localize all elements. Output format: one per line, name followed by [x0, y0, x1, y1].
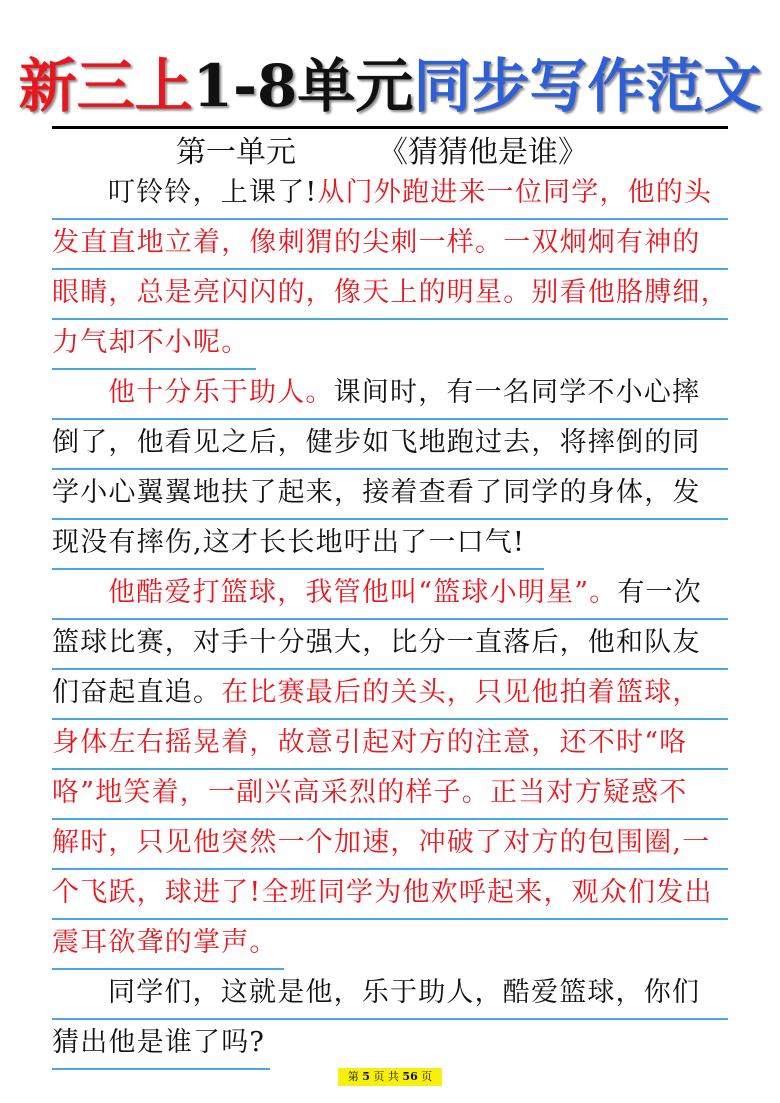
- text-segment: 发直直地立着，像刺猬的尖刺一样。一双炯炯有神的: [52, 227, 701, 258]
- essay-line-14: [52, 820, 728, 870]
- essay-line-9: [52, 570, 728, 620]
- essay-line-7: [52, 470, 728, 520]
- unit-label: 第一单元: [176, 135, 296, 170]
- text-segment: 个飞跃，球进了!全班同学为他欢呼起来，观众们发出: [52, 877, 713, 908]
- text-segment: 从门外跑进来一位同学，他的头: [317, 177, 713, 208]
- essay-line-5: [52, 370, 728, 420]
- text-segment: 眼睛，总是亮闪闪的，像天上的明星。别看他胳膊细，: [52, 277, 729, 308]
- text-segment: 猜出他是谁了吗?: [52, 1027, 266, 1058]
- page-title: [0, 48, 780, 124]
- footer-prefix: 第: [347, 1070, 359, 1083]
- essay-line-8: [52, 520, 544, 570]
- essay-line-13: [52, 770, 728, 820]
- essay-title: 《猜猜他是谁》: [378, 135, 588, 170]
- title-part-3: 同步写作范文: [413, 52, 762, 120]
- essay-line-16: [52, 920, 284, 970]
- footer-suffix: 页: [421, 1070, 433, 1083]
- text-segment: 学小心翼翼地扶了起来，接着查看了同学的身体，发: [52, 477, 701, 508]
- page-number: [338, 1068, 442, 1086]
- text-segment: 身体左右摇晃着，故意引起对方的注意，还不时“咯: [52, 727, 688, 758]
- essay-line-1: [52, 170, 728, 220]
- text-segment: 篮球比赛，对手十分强大，比分一直落后，他和队友: [52, 627, 701, 658]
- essay-line-4: [52, 320, 256, 370]
- text-segment: 震耳欲聋的掌声。: [52, 927, 278, 958]
- text-segment: 们奋起直追。: [52, 677, 222, 708]
- text-segment: 有一次: [617, 577, 703, 608]
- essay-line-2: [52, 220, 728, 270]
- essay-line-6: [52, 420, 728, 470]
- essay-line-3: [52, 270, 728, 320]
- essay-line-15: [52, 870, 728, 920]
- text-segment: 咯”地笑着，一副兴高采烈的样子。正当对方疑惑不: [52, 777, 688, 808]
- text-segment: 力气却不小呢。: [52, 327, 250, 358]
- text-segment: 现没有摔伤,这才长长地吁出了一口气!: [52, 527, 526, 558]
- total-pages: 56: [402, 1070, 418, 1083]
- text-segment: 他酷爱打篮球，我管他叫“篮球小明星”。: [108, 577, 618, 608]
- title-underline: [52, 126, 728, 129]
- current-page: 5: [362, 1070, 370, 1083]
- essay-line-17: [52, 970, 728, 1020]
- essay-line-12: [52, 720, 728, 770]
- footer-middle: 页 共: [373, 1070, 399, 1083]
- text-segment: 倒了，他看见之后，健步如飞地跑过去，将摔倒的同: [52, 427, 701, 458]
- text-segment: 同学们，这就是他，乐于助人，酷爱篮球，你们: [108, 977, 701, 1008]
- essay-line-10: [52, 620, 728, 670]
- essay-line-18: [52, 1020, 270, 1070]
- text-segment: 叮铃铃，上课了!: [108, 177, 318, 208]
- text-segment: 解时，只见他突然一个加速，冲破了对方的包围圈,一: [52, 827, 711, 858]
- title-part-2: 1-8单元: [192, 52, 414, 120]
- text-segment: 在比赛最后的关头，只见他拍着篮球，: [221, 677, 701, 708]
- text-segment: 他十分乐于助人。: [108, 377, 334, 408]
- essay-line-11: [52, 670, 728, 720]
- text-segment: 课间时，有一名同学不小心摔: [333, 377, 701, 408]
- title-part-1: 新三上: [18, 52, 193, 120]
